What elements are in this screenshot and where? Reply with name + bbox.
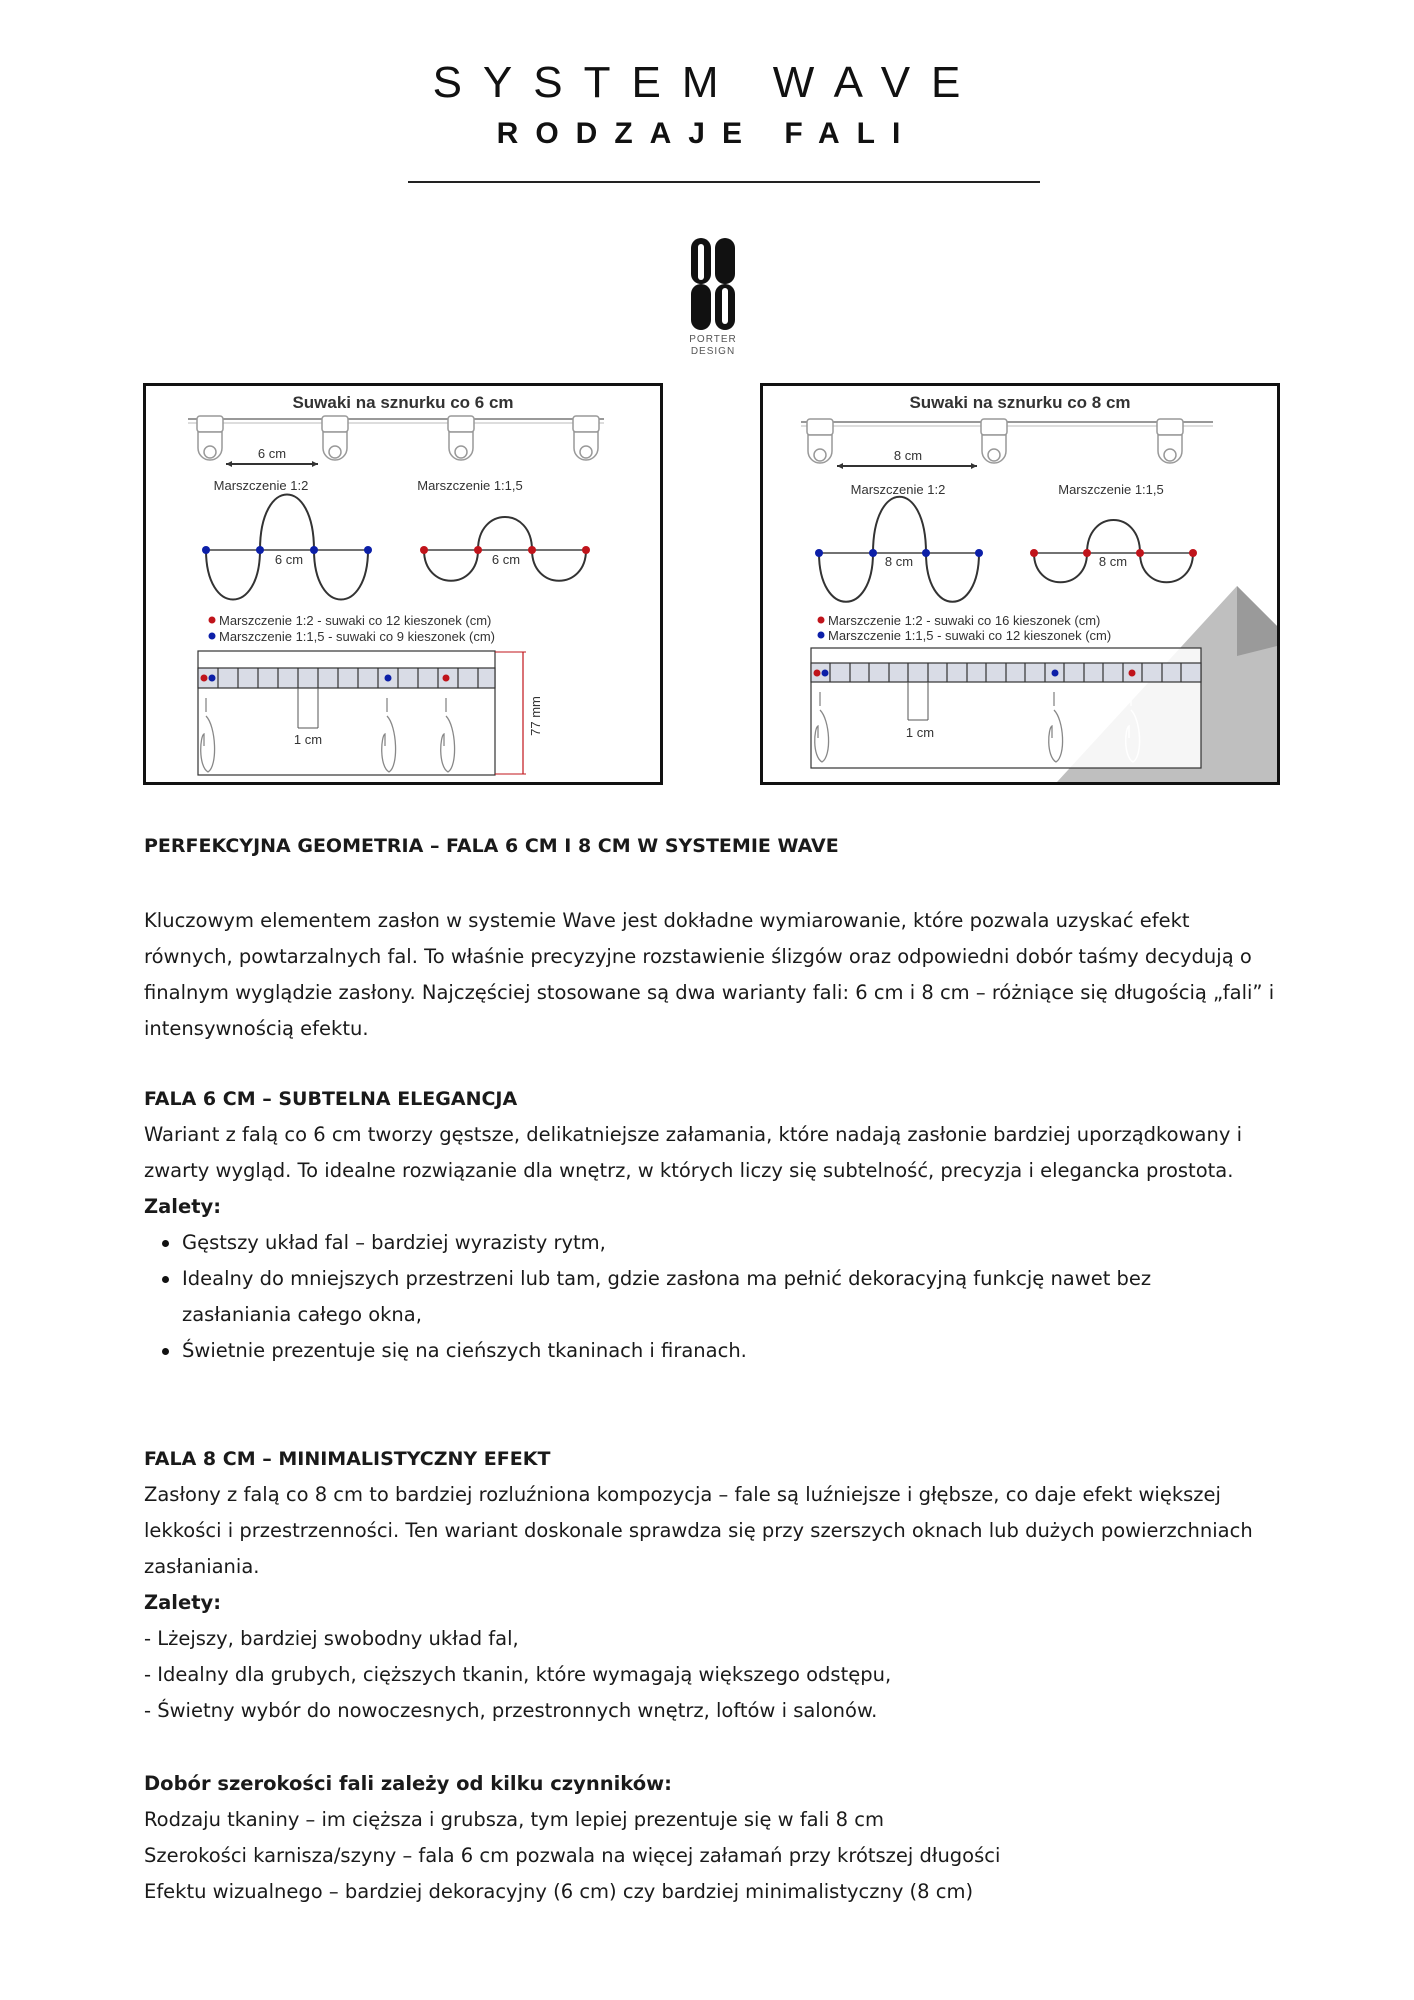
list-item: - Świetny wybór do nowoczesnych, przestronnych wnętrz, loftów i salonów. [144,1699,878,1722]
ratio-label-left: Marszczenie 1:2 [850,482,946,497]
list-item: - Idealny dla grubych, cięższych tkanin, które wymagają większego odstępu, [144,1663,892,1686]
list-item: Rodzaju tkaniny – im cięższa i grubsza, tym lepiej prezentuje się w fali 8 cm [144,1808,884,1831]
wave-label-left: 8 cm [884,554,914,569]
diagram-6cm [143,383,663,785]
pocket-label: 1 cm [905,725,935,740]
title-divider [408,181,1040,183]
section-6cm-advantages-list [144,1225,1284,1369]
wave-label-right: 6 cm [491,552,521,567]
list-item: Gęstszy układ fal – bardziej wyrazisty rytm, [182,1225,1284,1261]
section-6cm-advantages-label: Zalety: [144,1195,222,1218]
document-subtitle: RODZAJE FALI [496,117,918,150]
legend-blue: Marszczenie 1:1,5 - suwaki co 9 kieszonek (cm) [219,629,495,644]
pocket-label: 1 cm [293,732,323,747]
logo-text-design: DESIGN [690,346,736,357]
diagram-title: Suwaki na sznurku co 8 cm [909,393,1131,412]
list-item: Szerokości karnisza/szyny – fala 6 cm pozwala na więcej załamań przy krótszej długości [144,1844,1001,1867]
factors-heading: Dobór szerokości fali zależy od kilku czynników: [144,1772,672,1795]
section-8cm-advantages-label: Zalety: [144,1591,222,1614]
list-item: - Lżejszy, bardziej swobodny układ fal, [144,1627,519,1650]
section-6cm-body: Wariant z falą co 6 cm tworzy gęstsze, delikatniejsze załamania, które nadają zasłonie bardziej uporządkowany i zwarty wygląd. To idealne rozwiązanie dla wnętrz, w których liczy się subtelność, precyzja i elegancka prostota. [144,1123,1242,1182]
ratio-label-right: Marszczenie 1:1,5 [417,478,523,493]
logo-mark-icon [683,236,743,332]
spacing-label: 6 cm [257,446,287,461]
legend-blue: Marszczenie 1:1,5 - suwaki co 12 kieszonek (cm) [828,628,1112,643]
main-heading: PERFEKCYJNA GEOMETRIA – FALA 6 CM I 8 CM W SYSTEMIE WAVE [144,835,839,857]
legend-red: Marszczenie 1:2 - suwaki co 12 kieszonek (cm) [219,613,492,628]
height-label: 77 mm [528,696,543,736]
ratio-label-left: Marszczenie 1:2 [213,478,309,493]
porter-design-logo [683,236,743,356]
list-item: Efektu wizualnego – bardziej dekoracyjny (6 cm) czy bardziej minimalistyczny (8 cm) [144,1880,974,1903]
wave-label-right: 8 cm [1098,554,1128,569]
diagram-8cm [760,383,1280,785]
section-8cm [144,1477,1284,1729]
intro-paragraph: Kluczowym elementem zasłon w systemie Wave jest dokładne wymiarowanie, które pozwala uzyskać efekt równych, powtarzalnych fal. To właśnie precyzyjne rozstawienie ślizgów oraz odpowiedni dobór taśmy decydują o finalnym wyglądzie zasłony. Najczęściej stosowane są dwa warianty fali: 6 cm i 8 cm – różniące się długością „fali” i intensywnością efektu. [144,909,1275,1040]
spacing-label: 8 cm [893,448,923,463]
wave-label-left: 6 cm [274,552,304,567]
section-6cm-heading: FALA 6 CM – SUBTELNA ELEGANCJA [144,1088,518,1110]
logo-text-porter: PORTER [689,334,737,345]
list-item: Świetnie prezentuje się na cieńszych tkaninach i firanach. [182,1333,1284,1369]
section-6cm [144,1117,1284,1369]
section-8cm-body: Zasłony z falą co 8 cm to bardziej rozluźniona kompozycja – fale są luźniejsze i głębsze, co daje efekt większej lekkości i przestrzenności. Ten wariant doskonale sprawdza się przy szerszych oknach lub dużych powierzchniach zasłaniania. [144,1483,1253,1578]
section-8cm-heading: FALA 8 CM – MINIMALISTYCZNY EFEKT [144,1448,551,1470]
list-item: Idealny do mniejszych przestrzeni lub tam, gdzie zasłona ma pełnić dekoracyjną funkcję nawet bez zasłaniania całego okna, [182,1261,1284,1333]
ratio-label-right: Marszczenie 1:1,5 [1058,482,1164,497]
legend-red: Marszczenie 1:2 - suwaki co 16 kieszonek (cm) [828,613,1101,628]
factors-section [144,1766,1284,1910]
diagram-title: Suwaki na sznurku co 6 cm [292,393,514,412]
document-title: SYSTEM WAVE [432,58,982,107]
